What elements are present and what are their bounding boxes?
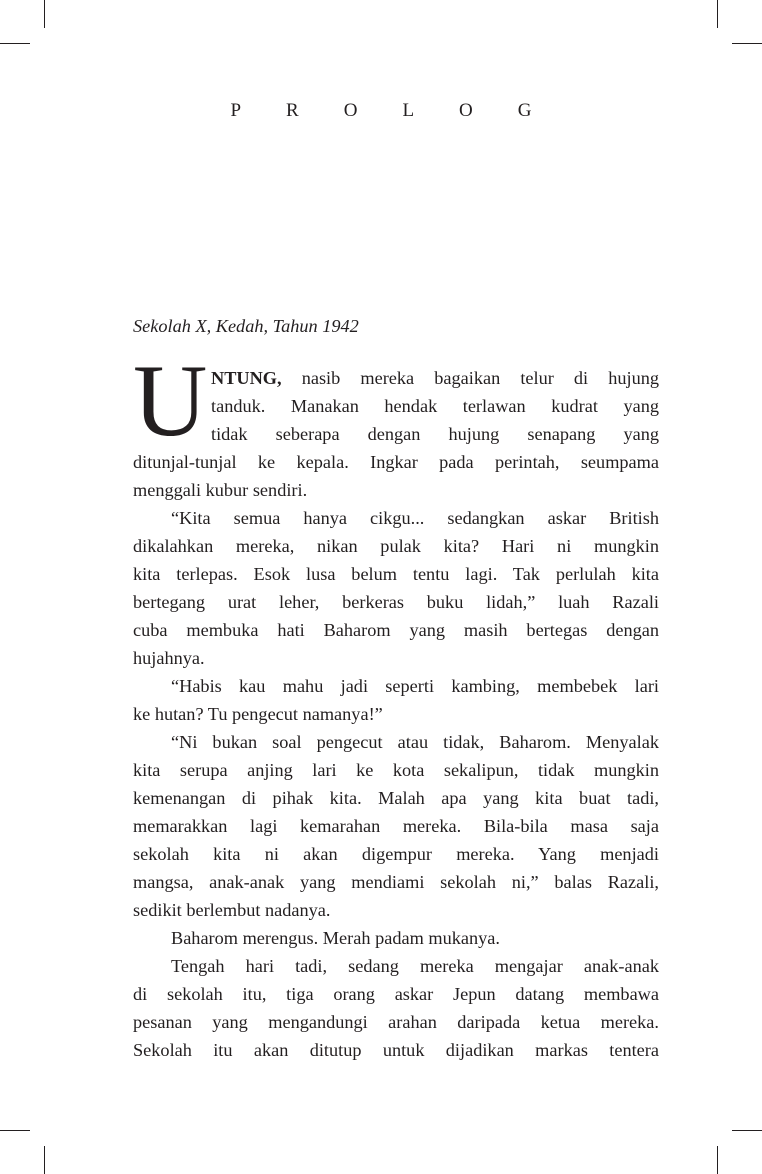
paragraph-4-line: sedikit berlembut nadanya. [133,900,331,920]
paragraph-1-line: ditunjal-tunjal ke kepala. Ingkar pada perintah, seumpama [133,452,659,472]
paragraph-4-line: kemenangan di pihak kita. Malah apa yang kita buat tadi, [133,788,659,808]
crop-mark-bottom-left-horizontal [0,1130,30,1131]
body-text [133,448,659,1064]
paragraph-6-line: di sekolah itu, tiga orang askar Jepun datang membawa [133,984,659,1004]
paragraph-4-line: kita serupa anjing lari ke kota sekalipun, tidak mungkin [133,760,659,780]
crop-mark-top-left-vertical [44,0,45,28]
paragraph-2-line: dikalahkan mereka, nikan pulak kita? Hari ni mungkin [133,536,659,556]
paragraph-4-line: memarakkan lagi kemarahan mereka. Bila-bila masa saja [133,816,659,836]
lead-word: NTUNG, [211,368,282,388]
crop-mark-bottom-right-horizontal [732,1130,762,1131]
paragraph-6-line: Tengah hari tadi, sedang mereka mengajar anak-anak [171,956,659,976]
paragraph-4-line: sekolah kita ni akan digempur mereka. Yang menjadi [133,844,659,864]
paragraph-5-line: Baharom merengus. Merah padam mukanya. [171,928,500,948]
paragraph-1-line: menggali kubur sendiri. [133,480,308,500]
setting-line: Sekolah X, Kedah, Tahun 1942 [133,316,359,336]
paragraph-6-line: Sekolah itu akan ditutup untuk dijadikan markas tentera [133,1040,659,1060]
crop-mark-bottom-right-vertical [717,1146,718,1174]
drop-line: tidak seberapa dengan hujung senapang yang [211,424,659,444]
crop-mark-top-right-horizontal [732,43,762,44]
drop-cap: U [133,344,208,458]
paragraph-2-line: kita terlepas. Esok lusa belum tentu lagi. Tak perlulah kita [133,564,659,584]
crop-mark-top-right-vertical [717,0,718,28]
crop-mark-bottom-left-vertical [44,1146,45,1174]
paragraph-4-line: mangsa, anak-anak yang mendiami sekolah ni,” balas Razali, [133,872,659,892]
paragraph-2-line: “Kita semua hanya cikgu... sedangkan askar British [171,508,659,528]
paragraph-4-line: “Ni bukan soal pengecut atau tidak, Baharom. Menyalak [171,732,659,752]
paragraph-2-line: bertegang urat leher, berkeras buku lidah,” luah Razali [133,592,659,612]
paragraph-2-line: hujahnya. [133,648,205,668]
paragraph-3-line: ke hutan? Tu pengecut namanya!” [133,704,383,724]
crop-mark-top-left-horizontal [0,43,30,44]
paragraph-3-line: “Habis kau mahu jadi seperti kambing, membebek lari [171,676,659,696]
drop-cap-paragraph-start [211,364,659,448]
drop-line: NTUNG, nasib mereka bagaikan telur di hujung [211,368,659,388]
paragraph-2-line: cuba membuka hati Baharom yang masih bertegas dengan [133,620,659,640]
paragraph-6-line: pesanan yang mengandungi arahan daripada ketua mereka. [133,1012,659,1032]
drop-line: tanduk. Manakan hendak terlawan kudrat yang [211,396,659,416]
chapter-title: PROLOG [230,100,577,121]
